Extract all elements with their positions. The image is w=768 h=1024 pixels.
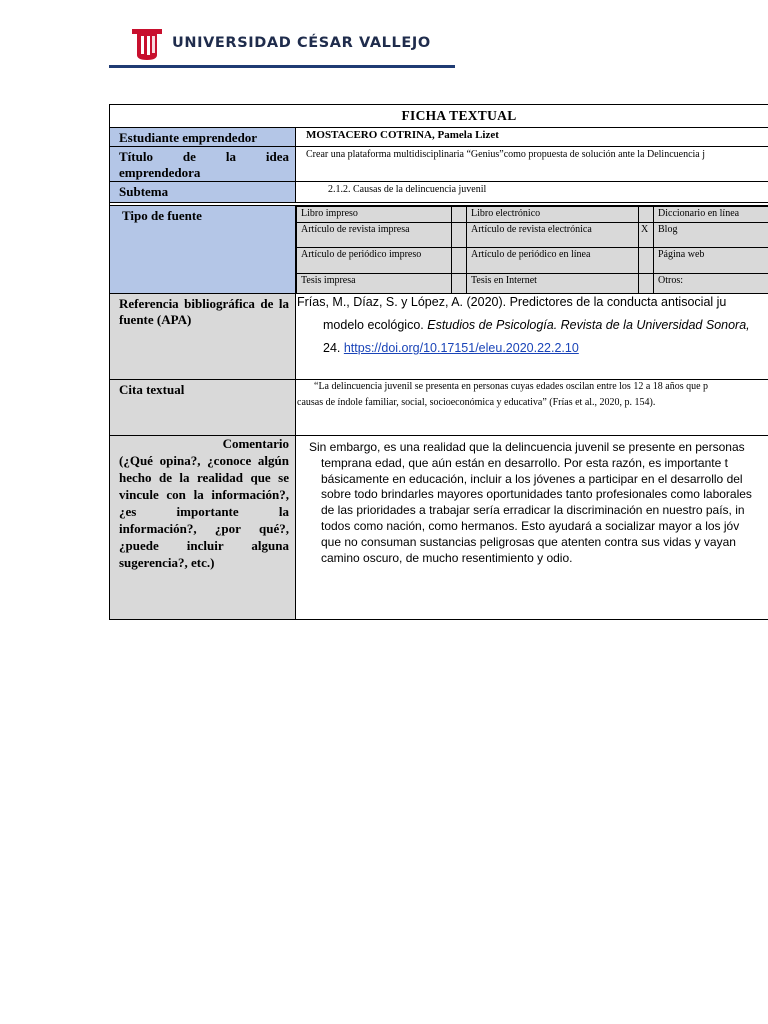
- comentario-text: [309, 440, 768, 566]
- checkbox-tesis-impresa: [451, 273, 467, 294]
- ficha-title: FICHA TEXTUAL: [109, 104, 768, 128]
- titulo-label: Título de la idea emprendedora: [109, 146, 296, 182]
- referencia-journal: Estudios de Psicología. Revista de la Universidad Sonora,: [427, 318, 750, 332]
- cita-value: [295, 379, 768, 436]
- header-rule: [109, 65, 455, 68]
- option-blog: Blog: [653, 222, 768, 248]
- referencia-value: [295, 293, 768, 380]
- option-revista-impresa: Artículo de revista impresa: [296, 222, 452, 248]
- comentario-line: Sin embargo, es una realidad que la delincuencia juvenil se presente en personas: [309, 440, 745, 454]
- referencia-line-2: [323, 319, 750, 332]
- checkbox-libro-electronico: [638, 206, 654, 223]
- comentario-prompt: (¿Qué opina?, ¿conoce algún hecho de la realidad que se vincule con la información?, ¿es importante la información?, ¿por qué?, ¿puede incluir alguna sugerencia?, etc.): [119, 453, 289, 570]
- option-periodico-linea: Artículo de periódico en línea: [466, 247, 639, 274]
- estudiante-value: MOSTACERO COTRINA, Pamela Lizet: [295, 127, 768, 147]
- comentario-title: Comentario: [222, 436, 289, 451]
- ucv-crest-icon: [130, 27, 164, 61]
- tipo-fuente-grid: [295, 205, 768, 294]
- doi-link[interactable]: https://doi.org/10.17151/eleu.2020.22.2.10: [343, 341, 579, 355]
- cita-label: Cita textual: [109, 379, 296, 436]
- option-periodico-impreso: Artículo de periódico impreso: [296, 247, 452, 274]
- titulo-value: Crear una plataforma multidisciplinaria “Genius”como propuesta de solución ante la Delincuencia j: [295, 146, 768, 182]
- comentario-line: sobre todo brindarles mayores oportunidades tanto profesionales como laborales: [321, 487, 752, 502]
- comentario-value: [295, 435, 768, 620]
- option-pagina-web: Página web: [653, 247, 768, 274]
- option-tesis-internet: Tesis en Internet: [466, 273, 639, 294]
- option-otros: Otros:: [653, 273, 768, 294]
- checkbox-periodico-impreso: [451, 247, 467, 274]
- comentario-line: camino oscuro, de mucho resentimiento y odio.: [321, 550, 573, 565]
- option-tesis-impresa: Tesis impresa: [296, 273, 452, 294]
- option-diccionario: Diccionario en línea: [653, 206, 768, 223]
- referencia-label: Referencia bibliográfica de la fuente (APA): [109, 293, 296, 380]
- referencia-line-3: [323, 342, 579, 355]
- referencia-line-3-prefix: 24.: [323, 341, 344, 355]
- checkbox-tesis-internet: [638, 273, 654, 294]
- cita-line-1: “La delincuencia juvenil se presenta en personas cuyas edades oscilan entre los 12 a 18 años que p: [314, 381, 709, 392]
- comentario-line: todos como nación, como hermanos. Esto ayudará a socializar mayor a los jóv: [321, 518, 740, 533]
- comentario-line: temprana edad, que aún están en desarrollo. Por esta razón, es importante t: [321, 455, 728, 470]
- option-revista-electronica: Artículo de revista electrónica: [466, 222, 639, 248]
- tipo-fuente-label: Tipo de fuente: [109, 205, 296, 294]
- comentario-line: básicamente en educación, incluir a los jóvenes a participar en el desarrollo del: [321, 471, 743, 486]
- estudiante-label: Estudiante emprendedor: [109, 127, 296, 147]
- option-libro-impreso: Libro impreso: [296, 206, 452, 223]
- university-name: UNIVERSIDAD CÉSAR VALLEJO: [172, 35, 431, 51]
- comentario-line: que no consuman sustancias peligrosas que atenten contra sus vidas y vayan: [321, 534, 736, 549]
- subtema-value: 2.1.2. Causas de la delincuencia juvenil: [295, 181, 768, 203]
- checkbox-periodico-linea: [638, 247, 654, 274]
- subtema-label: Subtema: [109, 181, 296, 203]
- option-libro-electronico: Libro electrónico: [466, 206, 639, 223]
- checkbox-libro-impreso: [451, 206, 467, 223]
- comentario-line: de las prioridades a trabajar sería erradicar la discriminación en nuestro país, in: [321, 503, 745, 518]
- checkbox-revista-impresa: [451, 222, 467, 248]
- ficha-textual-table: [109, 104, 768, 620]
- comentario-label: [109, 435, 296, 620]
- referencia-line-2-prefix: modelo ecológico.: [323, 318, 428, 332]
- checkbox-revista-electronica-marked: X: [638, 222, 654, 248]
- referencia-line-1: Frías, M., Díaz, S. y López, A. (2020). Predictores de la conducta antisocial ju: [297, 295, 727, 309]
- cita-line-2: causas de índole familiar, social, socioeconómica y educativa” (Frías et al., 2020, p. 154).: [297, 397, 656, 408]
